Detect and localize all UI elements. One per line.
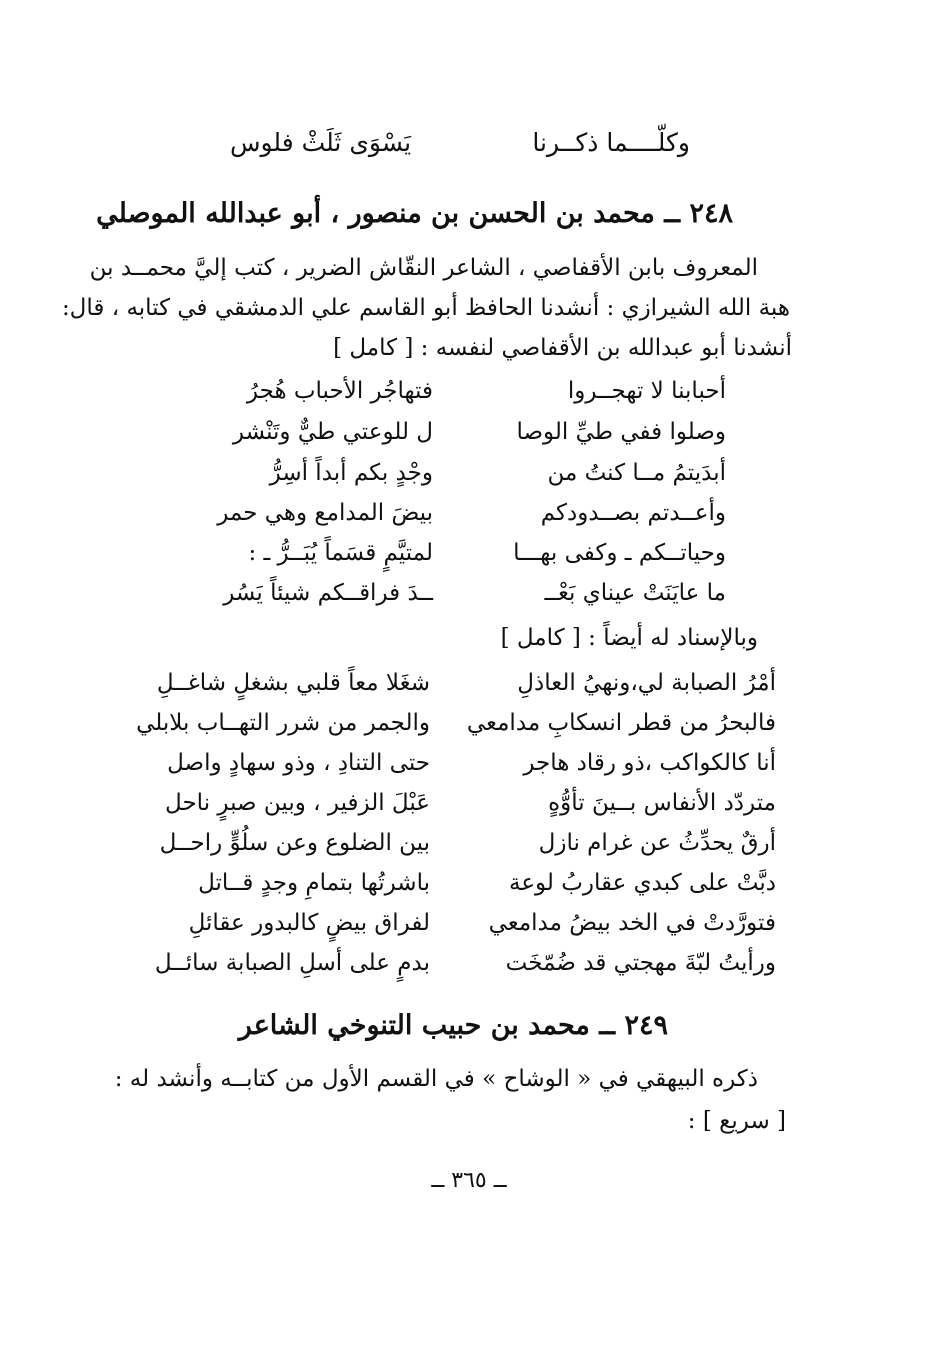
verse2-1b: شغَلا معاً قلبي بشغلٍ شاغــلِ	[156, 670, 430, 696]
verse2-8b: بدمٍ على أسلِ الصبابة سائــل	[154, 950, 430, 976]
verse-5a: وحياتــكم ـ وكفى بهـــا	[513, 540, 726, 566]
verse2-2b: والجمر من شرر التهــاب بلابلي	[136, 710, 430, 736]
entry-248-prose-line-3: أنشدنا أبو عبدالله بن الأقفاصي لنفسه : [ كامل ]	[333, 335, 792, 361]
second-poem-intro: وبالإسناد له أيضاً : [ كامل ]	[500, 625, 758, 651]
verse-6a: ما عايَنَتْ عيناي بَعْــ	[544, 580, 726, 606]
verse-2a: وصلوا ففي طيِّ الوصا	[516, 419, 726, 445]
verse-4a: وأعــدتم بصــدودكم	[540, 500, 726, 526]
entry-249-heading: ٢٤٩ ــ محمد بن حبيب التنوخي الشاعر	[238, 1010, 668, 1041]
entry-249-prose-line-1: ذكره البيهقي في « الوشاح » في القسم الأول من كتابــه وأنشد له :	[114, 1066, 758, 1092]
verse2-8a: ورأيتُ لبّةَ مهجتي قد ضُمّخَت	[505, 950, 776, 976]
verse2-3b: حتى التنادِ ، وذو سهادٍ واصل	[167, 750, 430, 776]
top-verse-first-hemistich: وكلّــــما ذكــرنا	[532, 128, 690, 157]
entry-248-heading: ٢٤٨ ــ محمد بن الحسن بن منصور ، أبو عبدالله الموصلي	[96, 198, 733, 229]
verse2-5b: بين الضلوع وعن سلُوٍّ راحــل	[159, 830, 430, 856]
verse-2b: ل للوعتي طيٌّ وتَنْشر	[232, 419, 433, 445]
verse2-6a: دبَّتْ على كبدي عقاربُ لوعة	[508, 870, 776, 896]
verse2-4b: عَبْلَ الزفير ، وبين صبرٍ ناحل	[165, 790, 430, 816]
top-verse-second-hemistich: يَسْوَى ثَلَثْ فلوس	[230, 128, 412, 157]
entry-248-prose-line-2: هبة الله الشيرازي : أنشدنا الحافظ أبو القاسم علي الدمشقي في كتابه ، قال:	[61, 295, 790, 321]
verse-6b: ــدَ فراقــكم شيئاً يَسُر	[223, 580, 433, 606]
verse2-7b: لفراق بيضٍ كالبدور عقائلِ	[188, 910, 430, 936]
verse2-5a: أرقٌ يحدِّثُ عن غرام نازل	[538, 830, 776, 856]
entry-248-prose-line-1: المعروف بابن الأقفاصي ، الشاعر النقّاش الضرير ، كتب إليَّ محمــد بن	[89, 255, 758, 281]
verse2-3a: أنا كالكواكب ،ذو رقاد هاجر	[523, 750, 776, 776]
verse-4b: بيضَ المدامع وهي حمر	[217, 500, 433, 526]
verse-3a: أبدَيتمُ مــا كنتُ من	[547, 460, 726, 486]
entry-249-prose-line-2: [ سريع ] :	[687, 1108, 786, 1134]
verse-5b: لمتيَّمٍ قسَماً يُبَــرُّ ـ :	[248, 540, 433, 566]
verse-1a: أحبابنا لا تهجــروا	[567, 378, 726, 404]
verse2-1a: أمْرُ الصبابة لي،ونهيُ العاذلِ	[517, 670, 776, 696]
top-verse	[230, 128, 690, 157]
verse-3b: وجْدٍ بكم أبداً أسِرُّ	[269, 460, 433, 486]
verse2-2a: فالبحرُ من قطر انسكابِ مدامعي	[466, 710, 776, 736]
verse2-4a: متردّد الأنفاس بــينَ تأوُّهٍ	[548, 790, 776, 816]
verse2-6b: باشرتُها بتمامِ وجدٍ قــاتل	[198, 870, 430, 896]
page-number: ــ ٣٦٥ ــ	[431, 1168, 507, 1193]
verse2-7a: فتورَّدتْ في الخد بيضُ مدامعي	[488, 910, 776, 936]
verse-1b: فتهاجُر الأحباب هُجرُ	[246, 378, 433, 404]
